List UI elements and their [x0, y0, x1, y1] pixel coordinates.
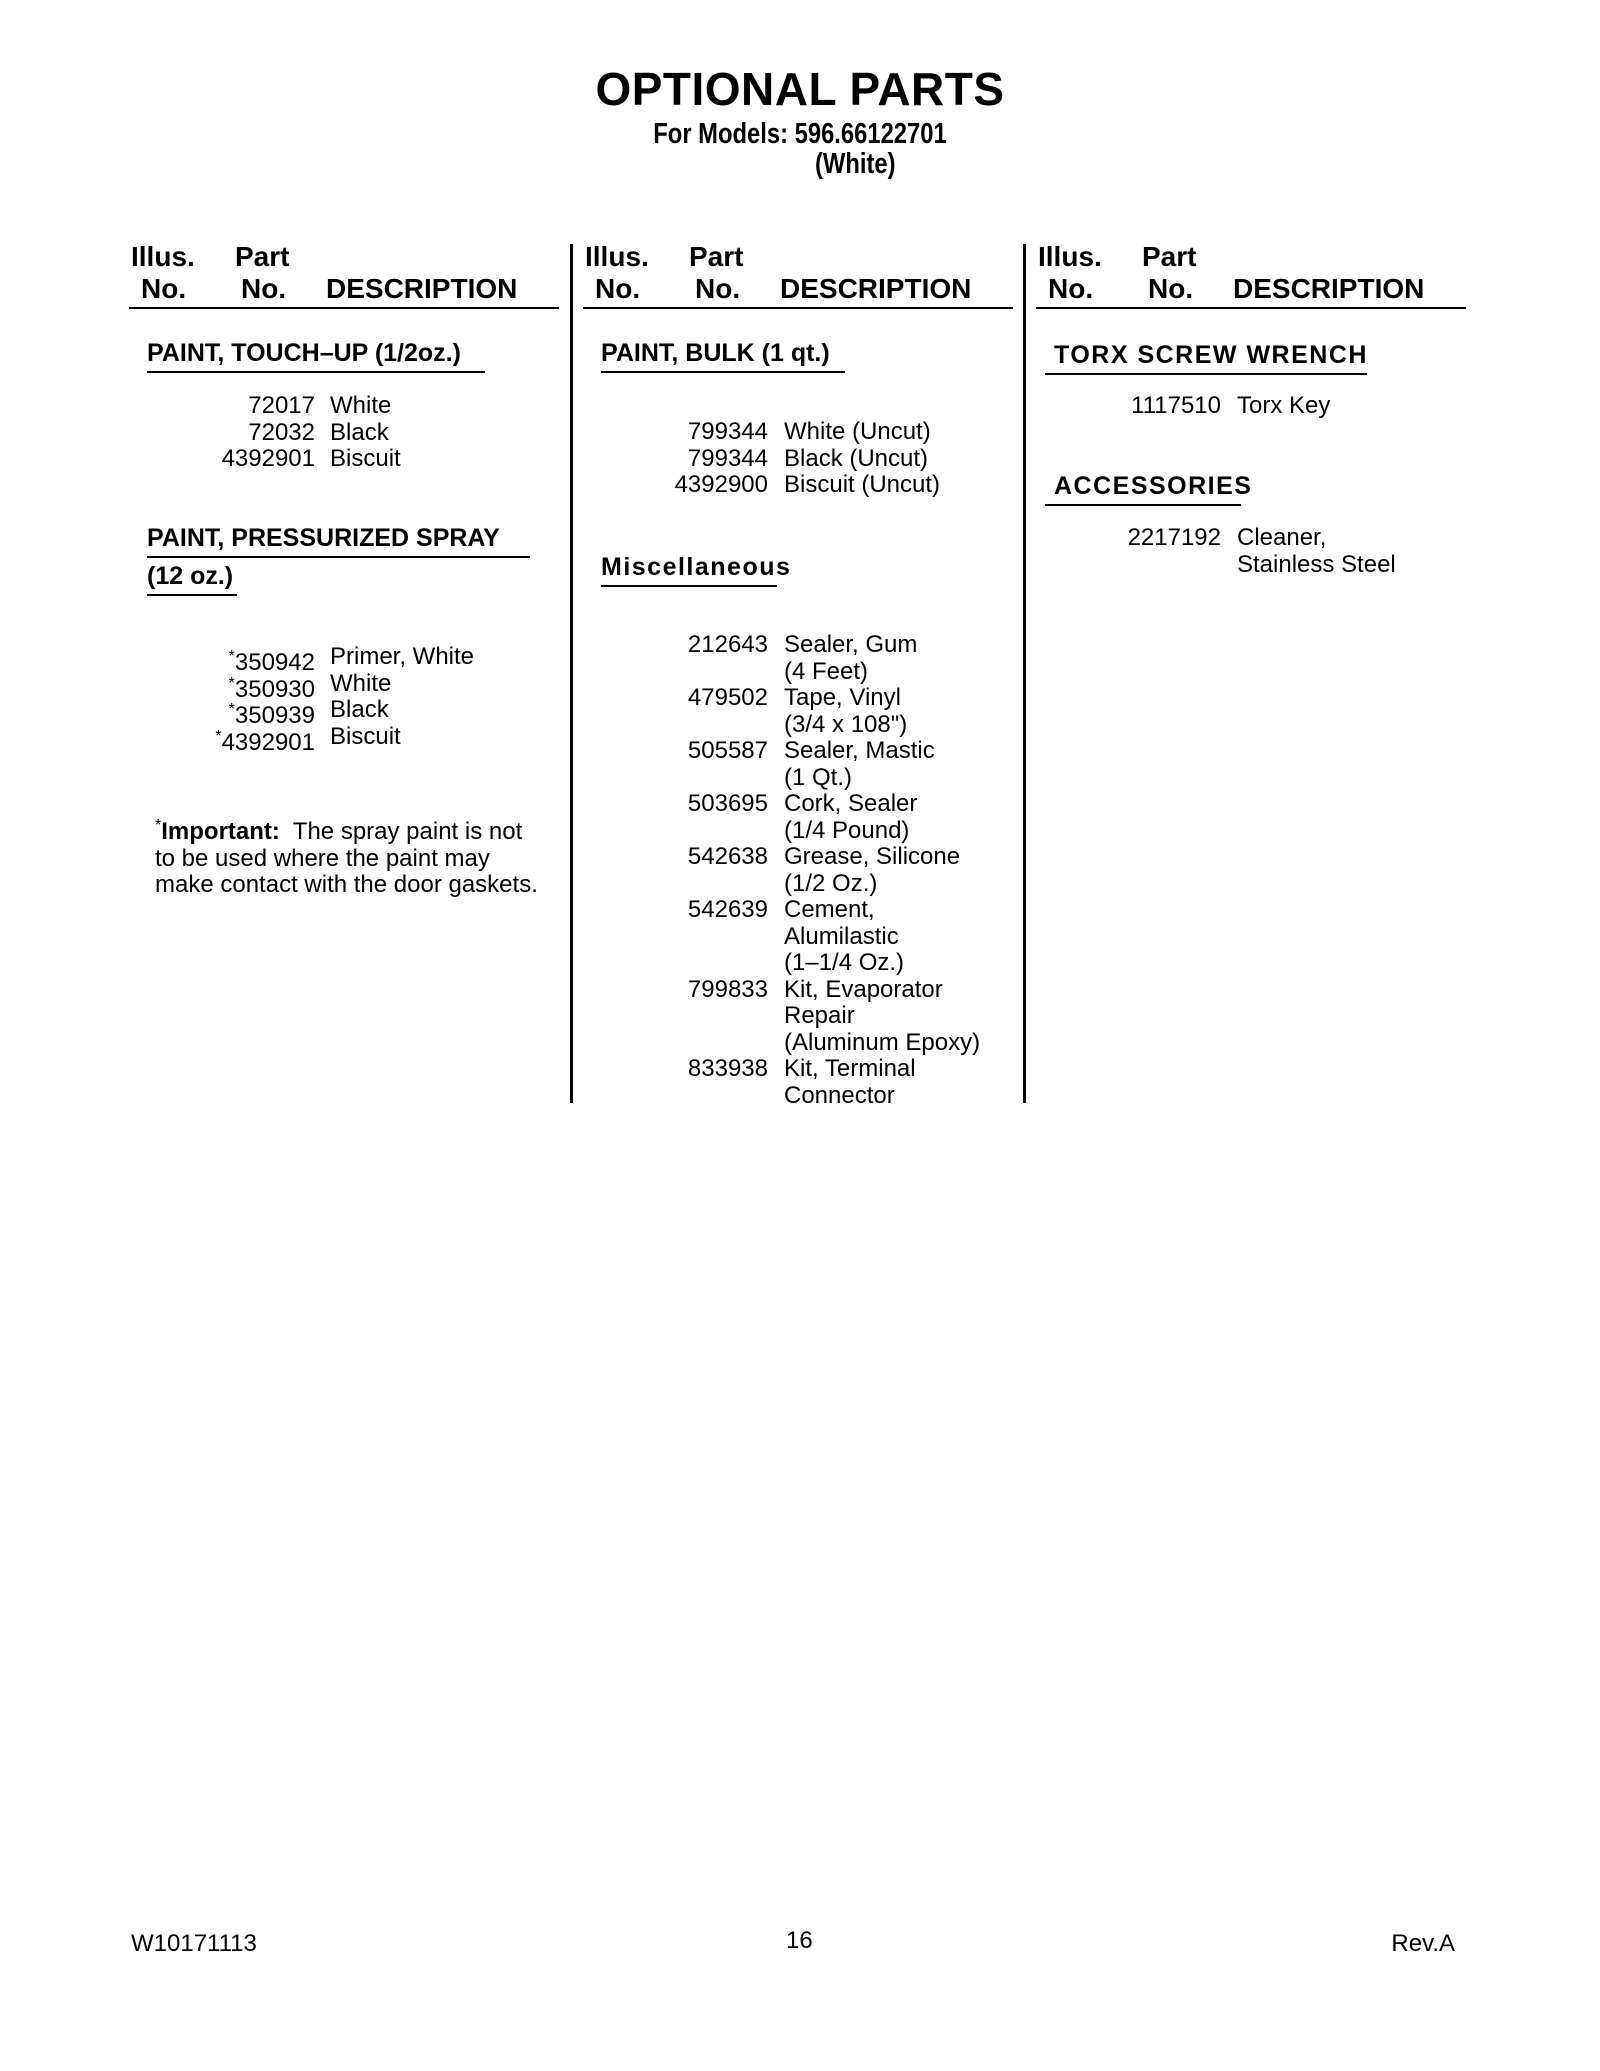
footer-doc-number: W10171113: [131, 1930, 257, 1957]
part-description: Grease, Silicone: [784, 843, 961, 870]
part-number: 799833: [687, 975, 768, 1003]
important-text: The spray paint is not to be used where the paint may make contact with the door gaskets.: [155, 818, 538, 898]
part-description-line2: Repair: [784, 1002, 855, 1029]
part-description-line2: Alumilastic: [784, 922, 899, 950]
part-description: Black (Uncut): [784, 444, 929, 472]
section-underline-touchup: [147, 371, 485, 373]
part-description: White: [330, 669, 392, 697]
part-description-line3: (Aluminum Epoxy): [784, 1028, 981, 1056]
part-description: Kit, Evaporator: [784, 975, 943, 1003]
part-description-line2: (1 Qt.): [784, 763, 853, 791]
part-number: 72032: [248, 418, 315, 446]
section-title-misc: Miscellaneous: [601, 553, 792, 581]
section-title-spray: PAINT, PRESSURIZED SPRAY: [147, 524, 500, 552]
col2-header-description: DESCRIPTION: [780, 273, 972, 304]
asterisk-icon: *: [215, 727, 222, 745]
part-number: 4392900: [674, 471, 768, 498]
part-number: 4392901: [221, 445, 315, 472]
footer-page-number: 16: [786, 1927, 813, 1954]
part-description-line2: Connector: [784, 1081, 895, 1109]
asterisk-icon: *: [228, 674, 235, 692]
part-description: Primer, White: [330, 643, 475, 670]
part-description: Tape, Vinyl: [784, 684, 901, 711]
section-underline-bulk: [601, 371, 845, 373]
section-underline-spray-line2: [147, 594, 237, 596]
part-number: 350942: [234, 649, 315, 676]
part-description-line2: (3/4 x 108"): [784, 710, 908, 738]
part-number: 799344: [687, 444, 768, 472]
part-number: 505587: [687, 737, 768, 764]
important-label: Important:: [161, 818, 280, 845]
important-note: [155, 813, 545, 899]
part-number: 350930: [234, 675, 315, 703]
part-number: 350939: [234, 702, 315, 729]
model-variant: (White): [815, 148, 896, 180]
part-number: 72017: [248, 392, 315, 419]
part-description-line2: (1/4 Pound): [784, 816, 910, 844]
part-description: Biscuit: [330, 445, 401, 472]
col3-header-illus: Illus.: [1038, 241, 1102, 272]
col1-header-illus: Illus.: [131, 241, 195, 272]
part-description: Kit, Terminal: [784, 1055, 916, 1082]
asterisk-icon: *: [155, 817, 162, 834]
part-description: Black: [330, 696, 389, 723]
section-title-bulk: PAINT, BULK (1 qt.): [601, 339, 830, 367]
section-underline-misc: [601, 585, 777, 587]
footer-revision: Rev.A: [1391, 1930, 1455, 1957]
col2-header-rule: [583, 307, 1013, 309]
part-number: 1117510: [1131, 392, 1221, 419]
col3-header-part-no: No.: [1148, 273, 1194, 304]
part-description-line2: Stainless Steel: [1237, 550, 1396, 578]
col2-header-part: Part: [689, 241, 744, 272]
part-description: Biscuit (Uncut): [784, 471, 941, 498]
part-description: White (Uncut): [784, 418, 931, 445]
column-divider-2: [1023, 244, 1026, 1103]
col1-header-rule: [129, 307, 559, 309]
section-underline-accessories: [1045, 504, 1241, 506]
part-number: 542639: [687, 896, 768, 923]
col1-header-part: Part: [235, 241, 290, 272]
part-description: Torx Key: [1237, 392, 1331, 419]
part-description-line2: (4 Feet): [784, 657, 869, 685]
col3-header-description: DESCRIPTION: [1233, 273, 1425, 304]
section-underline-spray: [147, 556, 530, 558]
part-description: Cement,: [784, 896, 875, 923]
col1-header-illus-no: No.: [141, 273, 187, 304]
models-line: For Models: 596.66122701: [653, 118, 947, 150]
col2-header-part-no: No.: [695, 273, 741, 304]
part-number: 2217192: [1127, 524, 1221, 551]
part-description: Biscuit: [330, 722, 401, 750]
part-description: Sealer, Gum: [784, 631, 918, 658]
part-number: 212643: [687, 631, 768, 658]
section-underline-torx: [1045, 373, 1367, 375]
part-number: 503695: [687, 790, 768, 817]
part-description-line2: (1/2 Oz.): [784, 869, 878, 897]
part-description: Sealer, Mastic: [784, 737, 935, 764]
col1-header-part-no: No.: [241, 273, 287, 304]
col2-header-illus-no: No.: [595, 273, 641, 304]
part-number: 833938: [687, 1055, 768, 1082]
part-description: Cork, Sealer: [784, 790, 918, 817]
section-title-spray-line2: (12 oz.): [147, 562, 234, 590]
part-number: 4392901: [221, 728, 315, 756]
part-description: White: [330, 392, 392, 419]
col2-header-illus: Illus.: [585, 241, 649, 272]
col1-header-description: DESCRIPTION: [326, 273, 518, 304]
column-divider-1: [570, 244, 573, 1103]
col3-header-part: Part: [1142, 241, 1197, 272]
part-number: 542638: [687, 843, 768, 870]
asterisk-icon: *: [228, 701, 235, 718]
asterisk-icon: *: [228, 648, 235, 665]
section-title-touchup: PAINT, TOUCH–UP (1/2oz.): [147, 339, 461, 367]
part-description: Cleaner,: [1237, 524, 1327, 551]
section-title-accessories: ACCESSORIES: [1054, 472, 1253, 500]
page-title: OPTIONAL PARTS: [595, 63, 1005, 115]
part-description: Black: [330, 418, 389, 446]
part-description-line3: (1–1/4 Oz.): [784, 949, 905, 976]
section-title-torx: TORX SCREW WRENCH: [1054, 341, 1368, 369]
col3-header-illus-no: No.: [1048, 273, 1094, 304]
col3-header-rule: [1036, 307, 1466, 309]
part-number: 799344: [687, 418, 768, 445]
part-number: 479502: [687, 684, 768, 711]
